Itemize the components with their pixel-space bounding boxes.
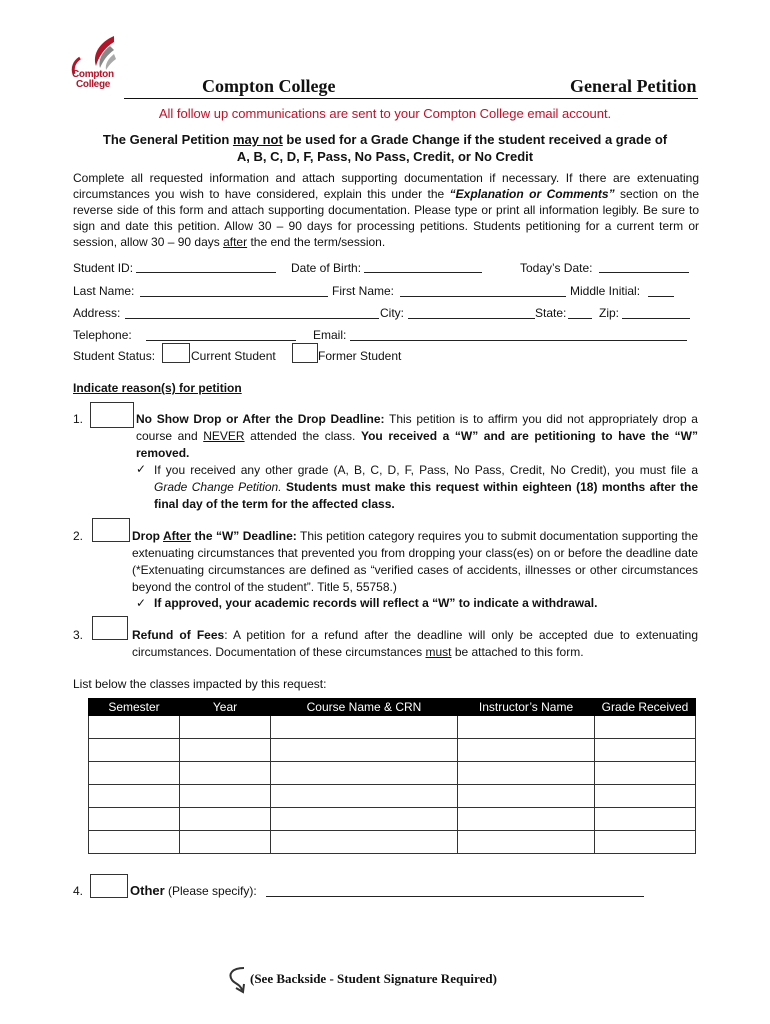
reason-1-never: NEVER: [203, 429, 245, 443]
table-cell[interactable]: [271, 785, 458, 808]
logo-line-1: Compton: [72, 69, 114, 80]
reason-3-number: 3.: [73, 628, 84, 642]
reason-3-text-a: : A petition for a refund after the deadline will only be accepted due to extenuating circumstances. Documentation of these circumstances: [132, 628, 698, 659]
reason-1-text-c: attended the class.: [244, 429, 361, 443]
warning-text-emphasis: may not: [232, 132, 283, 147]
address-label: Address:: [73, 306, 121, 320]
telephone-field[interactable]: [146, 340, 296, 341]
reason-4-label: (Please specify):: [164, 884, 257, 898]
col-course: Course Name & CRN: [271, 699, 458, 716]
reason-2-checkmark-icon: ✓: [136, 596, 147, 610]
middle-initial-field[interactable]: [648, 296, 674, 297]
former-student-checkbox[interactable]: [292, 343, 318, 363]
reason-2-title-a: Drop: [132, 529, 164, 543]
instructions-text-e: the end the term/session.: [247, 235, 386, 249]
table-cell[interactable]: [180, 762, 271, 785]
current-student-checkbox[interactable]: [162, 343, 190, 363]
reason-2-text: [132, 528, 698, 596]
classes-intro: List below the classes impacted by this request:: [73, 677, 327, 691]
table-cell[interactable]: [89, 831, 180, 854]
reason-4-number: 4.: [73, 884, 84, 898]
reason-4-title: Other: [130, 883, 165, 898]
table-cell[interactable]: [89, 785, 180, 808]
table-cell[interactable]: [89, 716, 180, 739]
email-notice: All follow up communications are sent to your Compton College email account.: [158, 106, 612, 121]
reason-1-text-a: This petition is to affirm you did not appropriately drop a course and: [136, 412, 698, 443]
email-field[interactable]: [350, 340, 687, 341]
instructions-text-c: section on the reverse side of this form and attach supporting documentation. Please type or print all information legibly. Be sure to sign and date this petition. Allow 30 – 90 days for processing petitions. Students petitioning for a current term or session, allow 30 – 90 days: [73, 187, 699, 249]
reason-1-note-b: Grade Change Petition.: [154, 480, 282, 494]
today-date-field[interactable]: [599, 272, 689, 273]
header-rule: [124, 98, 698, 99]
logo-text: [72, 70, 114, 90]
middle-initial-label: Middle Initial:: [570, 284, 641, 298]
reason-1-text: [136, 411, 698, 462]
dob-label: Date of Birth:: [291, 261, 362, 275]
email-label: Email:: [313, 328, 347, 342]
warning-text-a: The General Petition: [102, 132, 233, 147]
table-cell[interactable]: [595, 785, 696, 808]
table-cell[interactable]: [595, 831, 696, 854]
table-cell[interactable]: [458, 785, 595, 808]
footer-note: (See Backside - Student Signature Required): [250, 971, 497, 986]
table-cell[interactable]: [180, 831, 271, 854]
reason-1-number: 1.: [73, 412, 84, 426]
student-status-label: Student Status:: [73, 349, 156, 363]
reason-2-title-after: After: [163, 529, 192, 543]
table-row: [89, 785, 696, 808]
reason-1-checkbox[interactable]: [90, 402, 134, 428]
former-student-label: Former Student: [318, 349, 402, 363]
table-row: [89, 739, 696, 762]
table-cell[interactable]: [595, 762, 696, 785]
instructions-text-a: Complete all requested information and attach supporting documentation if necessary. If there are extenuating circumstances you wish to have considered, explain this under the: [73, 171, 699, 201]
first-name-label: First Name:: [332, 284, 395, 298]
reason-1-title: No Show Drop or After the Drop Deadline:: [136, 412, 385, 426]
zip-field[interactable]: [622, 318, 690, 319]
table-cell[interactable]: [458, 739, 595, 762]
instructions: [73, 170, 699, 250]
warning-grades: A, B, C, D, F, Pass, No Pass, Credit, or No Credit: [236, 149, 534, 164]
col-instructor: Instructor’s Name: [458, 699, 595, 716]
state-label: State:: [535, 306, 567, 320]
reason-2-number: 2.: [73, 529, 84, 543]
table-cell[interactable]: [271, 716, 458, 739]
reason-1-text-d: You received a “W” and are petitioning to have the “W” removed.: [136, 429, 698, 460]
reason-3-text: [132, 627, 698, 661]
reason-3-must: must: [425, 645, 452, 659]
reason-1-checkmark-icon: ✓: [136, 462, 147, 476]
table-cell[interactable]: [595, 739, 696, 762]
first-name-field[interactable]: [400, 296, 566, 297]
reason-1-note-c: Students must make this request within eighteen (18) months after the final day of the term for the affected class.: [154, 480, 698, 511]
instructions-emphasis: “Explanation or Comments”: [449, 187, 615, 201]
table-cell[interactable]: [180, 716, 271, 739]
reason-3-title: Refund of Fees: [132, 628, 225, 642]
current-student-label: Current Student: [191, 349, 276, 363]
form-title: General Petition: [570, 76, 697, 96]
table-cell[interactable]: [458, 716, 595, 739]
student-id-label: Student ID:: [73, 261, 134, 275]
table-cell[interactable]: [595, 808, 696, 831]
last-name-label: Last Name:: [73, 284, 135, 298]
table-cell[interactable]: [180, 808, 271, 831]
classes-table: [88, 698, 696, 854]
table-cell[interactable]: [271, 808, 458, 831]
reasons-heading: Indicate reason(s) for petition: [73, 381, 242, 395]
classes-header-row: [89, 699, 696, 716]
last-name-field[interactable]: [140, 296, 328, 297]
col-grade: Grade Received: [595, 699, 696, 716]
reason-4-checkbox[interactable]: [90, 874, 128, 898]
reason-1-note-a: If you received any other grade (A, B, C, D, F, Pass, No Pass, Credit, No Credit), you must file a: [154, 463, 698, 477]
other-specify-field[interactable]: [266, 896, 644, 897]
table-cell[interactable]: [458, 831, 595, 854]
col-year: Year: [180, 699, 271, 716]
table-cell[interactable]: [180, 739, 271, 762]
table-row: [89, 808, 696, 831]
address-field[interactable]: [125, 318, 379, 319]
college-name: Compton College: [202, 76, 336, 96]
table-cell[interactable]: [271, 762, 458, 785]
reason-1-note: [154, 462, 698, 513]
table-cell[interactable]: [595, 716, 696, 739]
table-cell[interactable]: [458, 762, 595, 785]
col-semester: Semester: [89, 699, 180, 716]
telephone-label: Telephone:: [73, 328, 132, 342]
student-id-field[interactable]: [136, 272, 276, 273]
reason-2-note: If approved, your academic records will reflect a “W” to indicate a withdrawal.: [154, 596, 598, 610]
reason-4-text: [130, 883, 257, 898]
today-date-label: Today’s Date:: [520, 261, 593, 275]
table-cell[interactable]: [458, 808, 595, 831]
table-row: [89, 716, 696, 739]
table-cell[interactable]: [89, 762, 180, 785]
table-cell[interactable]: [89, 808, 180, 831]
reason-3-text-c: be attached to this form.: [451, 645, 584, 659]
grade-change-warning: [70, 131, 700, 165]
city-field[interactable]: [408, 318, 535, 319]
turn-page-arrow-icon: [226, 964, 248, 994]
city-label: City:: [380, 306, 404, 320]
state-field[interactable]: [568, 318, 592, 319]
warning-text-c: be used for a Grade Change if the student received a grade of: [282, 132, 668, 147]
reason-3-checkbox[interactable]: [92, 616, 128, 640]
table-cell[interactable]: [89, 739, 180, 762]
instructions-after: after: [223, 235, 248, 249]
table-cell[interactable]: [271, 739, 458, 762]
table-cell[interactable]: [180, 785, 271, 808]
table-row: [89, 831, 696, 854]
dob-field[interactable]: [364, 272, 482, 273]
reason-2-body: This petition category requires you to submit documentation supporting the extenuating circumstances that prevented you from dropping your class(es) on or before the deadline date (*Extenuating circumstances are defined as “verified cases of accidents, illnesses or other circumstances beyond the control of the student”. Title 5, 55758.): [132, 529, 698, 594]
table-cell[interactable]: [271, 831, 458, 854]
reason-2-checkbox[interactable]: [92, 518, 130, 542]
reason-2-title-c: the “W” Deadline:: [191, 529, 297, 543]
zip-label: Zip:: [599, 306, 620, 320]
logo-line-2: College: [76, 79, 111, 90]
table-row: [89, 762, 696, 785]
